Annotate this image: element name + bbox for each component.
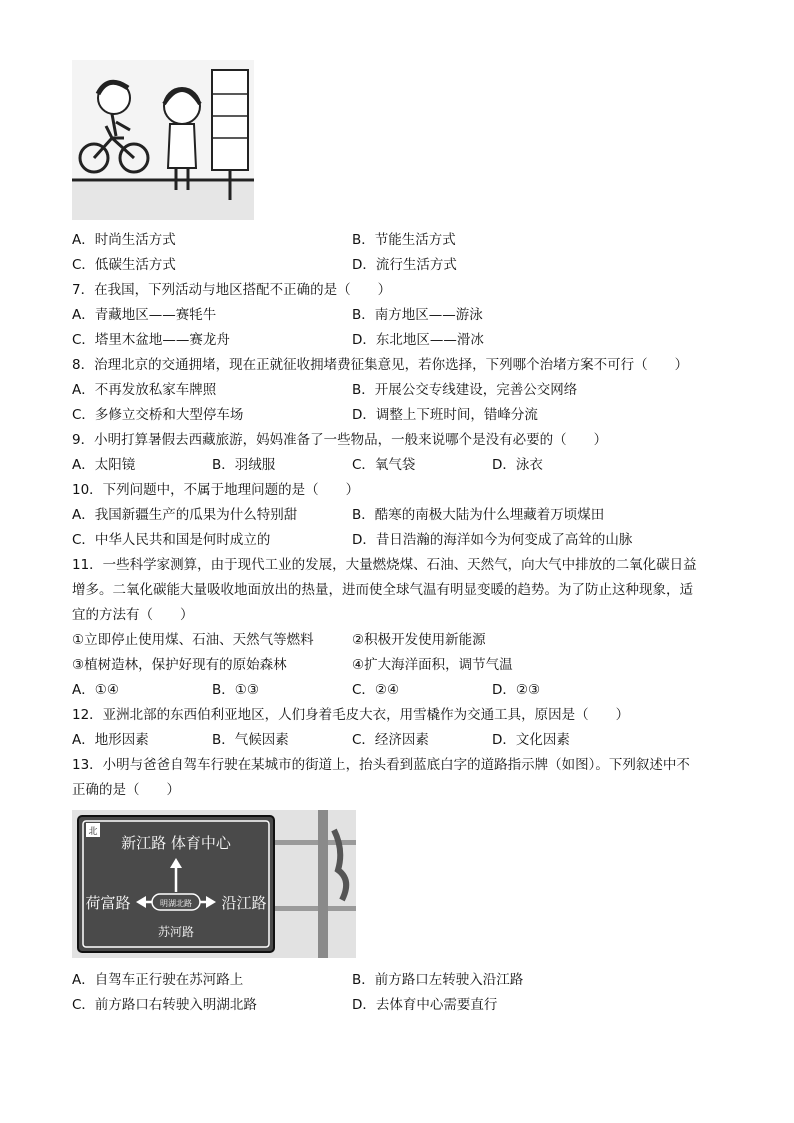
q11-stem-line1: 11．一些科学家测算，由于现代工业的发展，大量燃烧煤、石油、天然气，向大气中排放的二氧化碳日益 <box>72 557 697 573</box>
q10-option-d: D．昔日浩瀚的海洋如今为何变成了高耸的山脉 <box>352 532 633 548</box>
q7-option-b: B．南方地区——游泳 <box>352 307 483 323</box>
sign-center-text: 明湖北路 <box>160 899 192 908</box>
q11-stem-line3: 宜的方法有（ ） <box>72 607 194 623</box>
road-sign-photo <box>72 810 356 958</box>
q12-option-b: B．气候因素 <box>212 732 289 748</box>
q11-item-4: ④扩大海洋面积，调节气温 <box>352 657 513 673</box>
sign-left-text: 荷富路 <box>85 894 131 912</box>
q12-stem: 12．亚洲北部的东西伯利亚地区，人们身着毛皮大衣，用雪橇作为交通工具，原因是（ ） <box>72 707 630 723</box>
q6-option-c: C．低碳生活方式 <box>72 257 176 273</box>
q6-cartoon-figure <box>72 60 254 220</box>
sign-bottom-text: 苏河路 <box>157 925 195 939</box>
q9-option-a: A．太阳镜 <box>72 457 136 473</box>
q8-stem: 8．治理北京的交通拥堵，现在正就征收拥堵费征集意见，若你选择，下列哪个治堵方案不可行（ ） <box>72 357 689 373</box>
q13-option-c: C．前方路口右转驶入明湖北路 <box>72 997 257 1013</box>
q6-option-b: B．节能生活方式 <box>352 232 456 248</box>
q8-option-b: B．开展公交专线建设，完善公交网络 <box>352 382 578 398</box>
q12-option-a: A．地形因素 <box>72 732 149 748</box>
q13-stem-line2: 正确的是（ ） <box>72 782 180 798</box>
q12-option-c: C．经济因素 <box>352 732 429 748</box>
q6-option-d: D．流行生活方式 <box>352 257 457 273</box>
q11-item-2: ②积极开发使用新能源 <box>352 632 486 648</box>
q10-option-b: B．酷寒的南极大陆为什么埋藏着万顷煤田 <box>352 507 605 523</box>
q11-option-c: C．②④ <box>352 682 400 698</box>
q10-option-c: C．中华人民共和国是何时成立的 <box>72 532 271 548</box>
q9-option-b: B．羽绒服 <box>212 457 276 473</box>
q11-option-b: B．①③ <box>212 682 259 698</box>
q10-stem: 10．下列问题中，不属于地理问题的是（ ） <box>72 482 360 498</box>
cartoon-illustration <box>72 60 254 220</box>
q11-stem-line2: 增多。二氧化碳能大量吸收地面放出的热量，进而使全球气温有明显变暖的趋势。为了防止这种现象，适 <box>72 582 693 598</box>
q13-road-sign-figure <box>72 810 356 958</box>
q10-option-a: A．我国新疆生产的瓜果为什么特别甜 <box>72 507 298 523</box>
q7-option-c: C．塔里木盆地——赛龙舟 <box>72 332 230 348</box>
q7-stem: 7．在我国，下列活动与地区搭配不正确的是（ ） <box>72 282 392 298</box>
q11-option-a: A．①④ <box>72 682 119 698</box>
q11-option-d: D．②③ <box>492 682 541 698</box>
q11-item-1: ①立即停止使用煤、石油、天然气等燃料 <box>72 632 314 648</box>
q13-option-b: B．前方路口左转驶入沿江路 <box>352 972 524 988</box>
q9-option-d: D．泳衣 <box>492 457 543 473</box>
q8-option-d: D．调整上下班时间，错峰分流 <box>352 407 538 423</box>
q13-option-d: D．去体育中心需要直行 <box>352 997 498 1013</box>
q8-option-a: A．不再发放私家车牌照 <box>72 382 217 398</box>
sign-north-label: 北 <box>88 827 98 837</box>
q8-option-c: C．多修立交桥和大型停车场 <box>72 407 244 423</box>
q13-stem-line1: 13．小明与爸爸自驾车行驶在某城市的街道上，抬头看到蓝底白字的道路指示牌（如图）。下列叙述中不 <box>72 757 690 773</box>
q6-option-a: A．时尚生活方式 <box>72 232 176 248</box>
q12-option-d: D．文化因素 <box>492 732 570 748</box>
sign-right-text: 沿江路 <box>221 894 267 912</box>
q13-option-a: A．自驾车正行驶在苏河路上 <box>72 972 244 988</box>
q7-option-a: A．青藏地区——赛牦牛 <box>72 307 217 323</box>
q9-stem: 9．小明打算暑假去西藏旅游，妈妈准备了一些物品，一般来说哪个是没有必要的（ ） <box>72 432 608 448</box>
q11-item-3: ③植树造林，保护好现有的原始森林 <box>72 657 287 673</box>
q7-option-d: D．东北地区——滑冰 <box>352 332 484 348</box>
q9-option-c: C．氧气袋 <box>352 457 416 473</box>
sign-top-text: 新江路 体育中心 <box>121 834 231 852</box>
